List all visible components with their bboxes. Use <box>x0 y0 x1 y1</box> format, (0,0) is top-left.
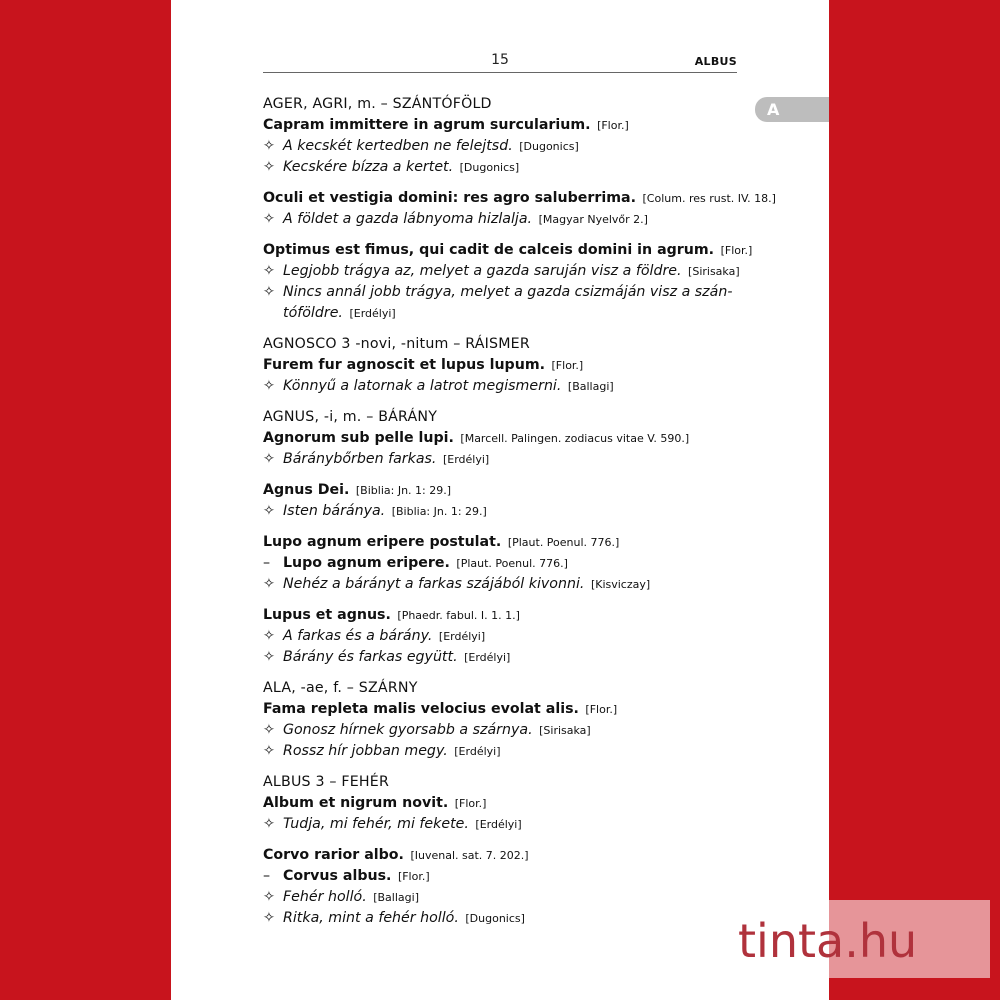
bullet-icon: ✧ <box>263 503 275 519</box>
watermark-text: tinta.hu <box>738 914 918 968</box>
bullet-icon: ✧ <box>263 159 275 175</box>
latin-proverb: Oculi et vestigia domini: res agro saluberrima. [Colum. res rust. IV. 18.] <box>263 190 776 206</box>
latin-proverb: Furem fur agnoscit et lupus lupum. [Flor.] <box>263 357 584 373</box>
watermark-logo <box>720 900 990 978</box>
bullet-icon: ✧ <box>263 628 275 644</box>
headword: ALA, -ae, f. – SZÁRNY <box>263 680 418 696</box>
latin-proverb: Capram immittere in agrum surcularium. [Flor.] <box>263 117 629 133</box>
translation: ✧ Bárány és farkas együtt. [Erdélyi] <box>263 647 743 668</box>
page-header <box>263 52 737 73</box>
headword: ALBUS 3 – FEHÉR <box>263 774 389 790</box>
bullet-icon: ✧ <box>263 576 275 592</box>
latin-proverb: Agnus Dei. [Biblia: Jn. 1: 29.] <box>263 482 452 498</box>
translation: ✧ Nehéz a bárányt a farkas szájából kivonni. [Kisviczay] <box>263 574 743 595</box>
translation: ✧ Báránybőrben farkas. [Erdélyi] <box>263 449 743 470</box>
bullet-icon: ✧ <box>263 889 275 905</box>
translation: ✧ A kecskét kertedben ne felejtsd. [Dugonics] <box>263 136 743 157</box>
translation: ✧ Isten báránya. [Biblia: Jn. 1: 29.] <box>263 501 743 522</box>
bullet-icon: ✧ <box>263 138 275 154</box>
dash-icon: – <box>263 555 271 571</box>
translation: ✧ A földet a gazda lábnyoma hizlalja. [Magyar Nyelvőr 2.] <box>263 209 743 230</box>
latin-proverb: Optimus est fimus, qui cadit de calceis domini in agrum. [Flor.] <box>263 242 753 258</box>
bullet-icon: ✧ <box>263 816 275 832</box>
latin-proverb: Fama repleta malis velocius evolat alis. [Flor.] <box>263 701 618 717</box>
latin-variant: – Corvus albus. [Flor.] <box>263 866 743 887</box>
bullet-icon: ✧ <box>263 649 275 665</box>
headword: AGNOSCO 3 -novi, -nitum – RÁISMER <box>263 336 530 352</box>
latin-proverb: Album et nigrum novit. [Flor.] <box>263 795 487 811</box>
headword: AGNUS, -i, m. – BÁRÁNY <box>263 409 438 425</box>
translation: ✧ Fehér holló. [Ballagi] <box>263 887 743 908</box>
latin-proverb: Lupus et agnus. [Phaedr. fabul. I. 1. 1.] <box>263 607 520 623</box>
latin-variant: – Lupo agnum eripere. [Plaut. Poenul. 776.] <box>263 553 743 574</box>
bullet-icon: ✧ <box>263 451 275 467</box>
running-head: ALBUS <box>694 55 737 68</box>
translation: ✧ Kecskére bízza a kertet. [Dugonics] <box>263 157 743 178</box>
bullet-icon: ✧ <box>263 284 275 300</box>
bullet-icon: ✧ <box>263 743 275 759</box>
headword: AGER, AGRI, m. – SZÁNTÓFÖLD <box>263 96 492 112</box>
bullet-icon: ✧ <box>263 378 275 394</box>
translation: ✧ Gonosz hírnek gyorsabb a szárnya. [Sirisaka] <box>263 720 743 741</box>
dictionary-content <box>263 94 776 929</box>
bullet-icon: ✧ <box>263 211 275 227</box>
translation: ✧ Legjobb trágya az, melyet a gazda saruján visz a földre. [Sirisaka] <box>263 261 743 282</box>
dash-icon: – <box>263 868 271 884</box>
translation-continued: tóföldre. [Erdélyi] <box>283 305 396 321</box>
translation: ✧ Ritka, mint a fehér holló. [Dugonics] <box>263 908 743 929</box>
bullet-icon: ✧ <box>263 910 275 926</box>
latin-proverb: Agnorum sub pelle lupi. [Marcell. Palingen. zodiacus vitae V. 590.] <box>263 430 690 446</box>
page-number: 15 <box>491 52 509 68</box>
translation: ✧ Tudja, mi fehér, mi fekete. [Erdélyi] <box>263 814 743 835</box>
latin-proverb: Lupo agnum eripere postulat. [Plaut. Poenul. 776.] <box>263 534 620 550</box>
thumb-index-letter: A <box>767 100 780 119</box>
thumb-index-tab <box>755 97 829 122</box>
bullet-icon: ✧ <box>263 722 275 738</box>
translation: ✧ Rossz hír jobban megy. [Erdélyi] <box>263 741 743 762</box>
latin-proverb: Corvo rarior albo. [Iuvenal. sat. 7. 202.] <box>263 847 529 863</box>
translation: ✧ Könnyű a latornak a latrot megismerni. [Ballagi] <box>263 376 743 397</box>
translation: ✧ Nincs annál jobb trágya, melyet a gazda csizmáján visz a szán- <box>263 282 743 303</box>
bullet-icon: ✧ <box>263 263 275 279</box>
translation: ✧ A farkas és a bárány. [Erdélyi] <box>263 626 743 647</box>
